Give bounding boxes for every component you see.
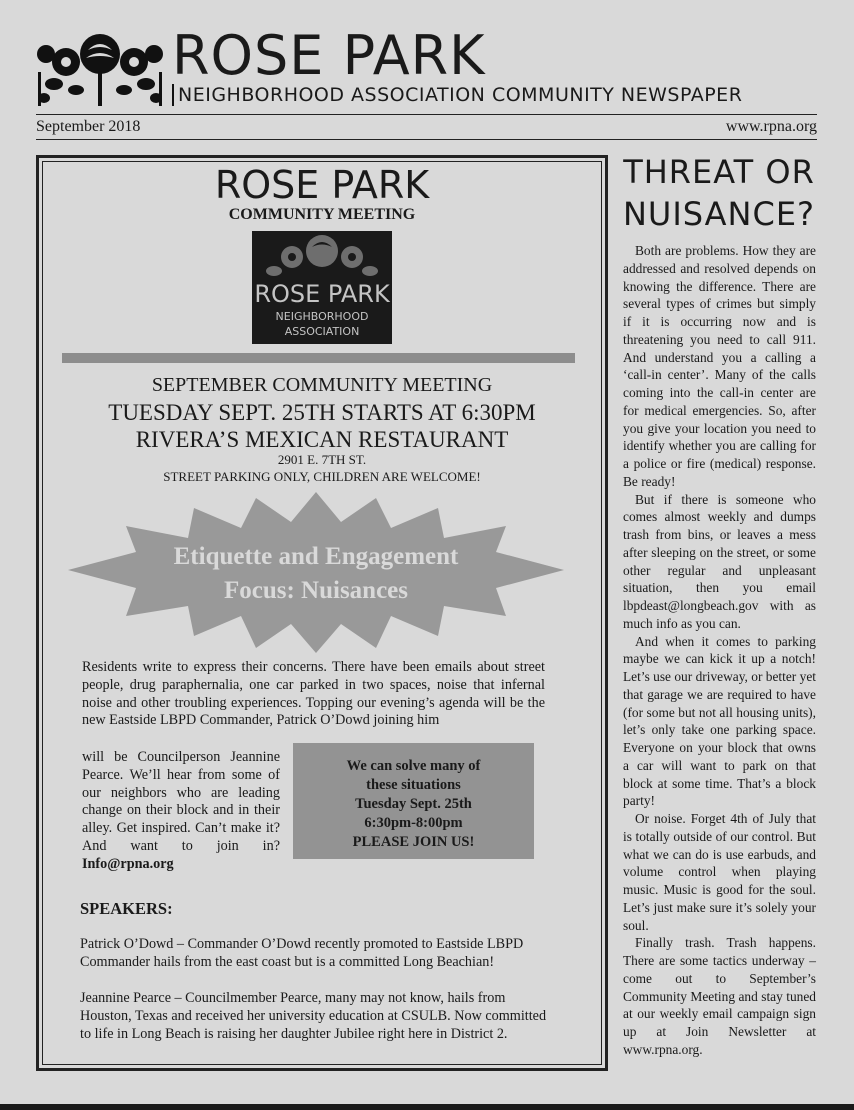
speaker-bio-odowd: Patrick O’Dowd – Commander O’Dowd recently promoted to Eastside LBPD Commander hails from the east coast but is a committed Long Beachian!	[80, 936, 524, 970]
logo-subtitle-1: NEIGHBORHOOD	[275, 310, 369, 323]
association-logo	[252, 231, 392, 344]
meeting-subtitle: COMMUNITY MEETING	[228, 206, 416, 223]
meeting-title: ROSE PARK	[214, 163, 430, 207]
starburst-shape	[66, 490, 566, 655]
masthead-rule-top	[36, 114, 817, 115]
topic-title: Etiquette and Engagement	[173, 543, 459, 570]
intro-paragraph-continued	[82, 749, 280, 874]
sidebar-title-line-2: NUISANCE?	[622, 195, 816, 233]
callout-line: these situations	[366, 777, 461, 793]
masthead-subtitle: NEIGHBORHOOD ASSOCIATION COMMUNITY NEWSPAPER	[172, 84, 742, 106]
sidebar-article	[623, 242, 816, 1059]
website-link[interactable]: www.rpna.org	[725, 118, 817, 135]
sidebar-paragraph: Finally trash. Trash happens. There are some tactics underway – come out to September’s Community Meeting and stay tuned at our weekly email campaign sign up at Join Newsletter at www.rpna.org.	[623, 935, 816, 1057]
callout-line: We can solve many of	[346, 758, 481, 774]
issue-date: September 2018	[36, 118, 141, 135]
sidebar-paragraph: And when it comes to parking maybe we can kick it up a notch! Let’s use our driveway, or better yet that garage we are required to have (for some but not all housing units), let’s only take one parking space. Everyone on your block that owns a car will want to park on that block at some time. That’s a block party!	[623, 633, 816, 809]
intro-continued-text: will be Councilperson Jeannine Pearce. We’ll hear from some of our neighbors who are leading change on their block and in their alley. Get inspired. Can’t make it? And want to join in?	[82, 749, 280, 854]
sidebar-paragraph: But if there is someone who comes almost weekly and dumps trash from bins, or leaves a mess after sleeping on the street, or some other regular and unpleasant situation, then you email lbpdeast@longbeach.gov with as much info as you can.	[623, 491, 816, 631]
callout-line: 6:30pm-8:00pm	[364, 815, 463, 831]
contact-email-link[interactable]: Info@rpna.org	[82, 855, 174, 872]
event-parking-note: STREET PARKING ONLY, CHILDREN ARE WELCOME!	[163, 469, 481, 484]
sidebar-paragraph: Or noise. Forget 4th of July that is totally outside of our control. But what we can do is use earbuds, and volume control when playing music. Music is good for the soul. Let’s just make sure it’s solely your soul.	[623, 811, 816, 933]
rose-logo-icon	[36, 32, 164, 106]
speaker-bio-pearce: Jeannine Pearce – Councilmember Pearce, many may not know, hails from Houston, Texas and received her university education at CSULB. Now committed to life in Long Beach is raising her daughter Jubilee right here in District 2.	[80, 990, 547, 1042]
event-heading: SEPTEMBER COMMUNITY MEETING	[151, 374, 493, 396]
event-venue: RIVERA’S MEXICAN RESTAURANT	[135, 427, 509, 452]
intro-paragraph: Residents write to express their concerns. There have been emails about street people, drug paraphernalia, one car parked in two spaces, noise that infernal noise and other troubling experiences. Topping our evening’s agenda will be the new Eastside LBPD Commander, Patrick O’Dowd joining him	[82, 659, 545, 729]
speakers-heading: SPEAKERS:	[80, 899, 173, 918]
masthead-title: ROSE PARK	[172, 24, 486, 87]
sidebar-title-line-1: THREAT OR	[623, 153, 815, 191]
topic-focus: Focus: Nuisances	[223, 577, 409, 604]
masthead-rule-bottom	[36, 139, 817, 140]
join-us-callout	[293, 743, 534, 859]
logo-title: ROSE PARK	[254, 280, 390, 308]
callout-line: PLEASE JOIN US!	[352, 834, 475, 850]
event-address: 2901 E. 7TH ST.	[277, 452, 367, 467]
logo-subtitle-2: ASSOCIATION	[284, 325, 360, 338]
divider-bar	[62, 353, 575, 363]
page-bottom-rule	[0, 1104, 854, 1110]
event-date: TUESDAY SEPT. 25TH STARTS AT 6:30PM	[108, 400, 536, 425]
sidebar-paragraph: Both are problems. How they are addressed and resolved depends on knowing the difference. There are several types of crimes but simply if it is occurring now and is threatening you need to call 911. And understand you a calling a ‘call-in center’. Many of the calls coming into the call-in center are for medical emergencies. So, after you give your location you need to identify whether you are calling for a police or fire (medical) response. Be ready!	[623, 243, 816, 489]
rose-emblem-icon	[252, 231, 392, 283]
callout-line: Tuesday Sept. 25th	[355, 796, 472, 812]
